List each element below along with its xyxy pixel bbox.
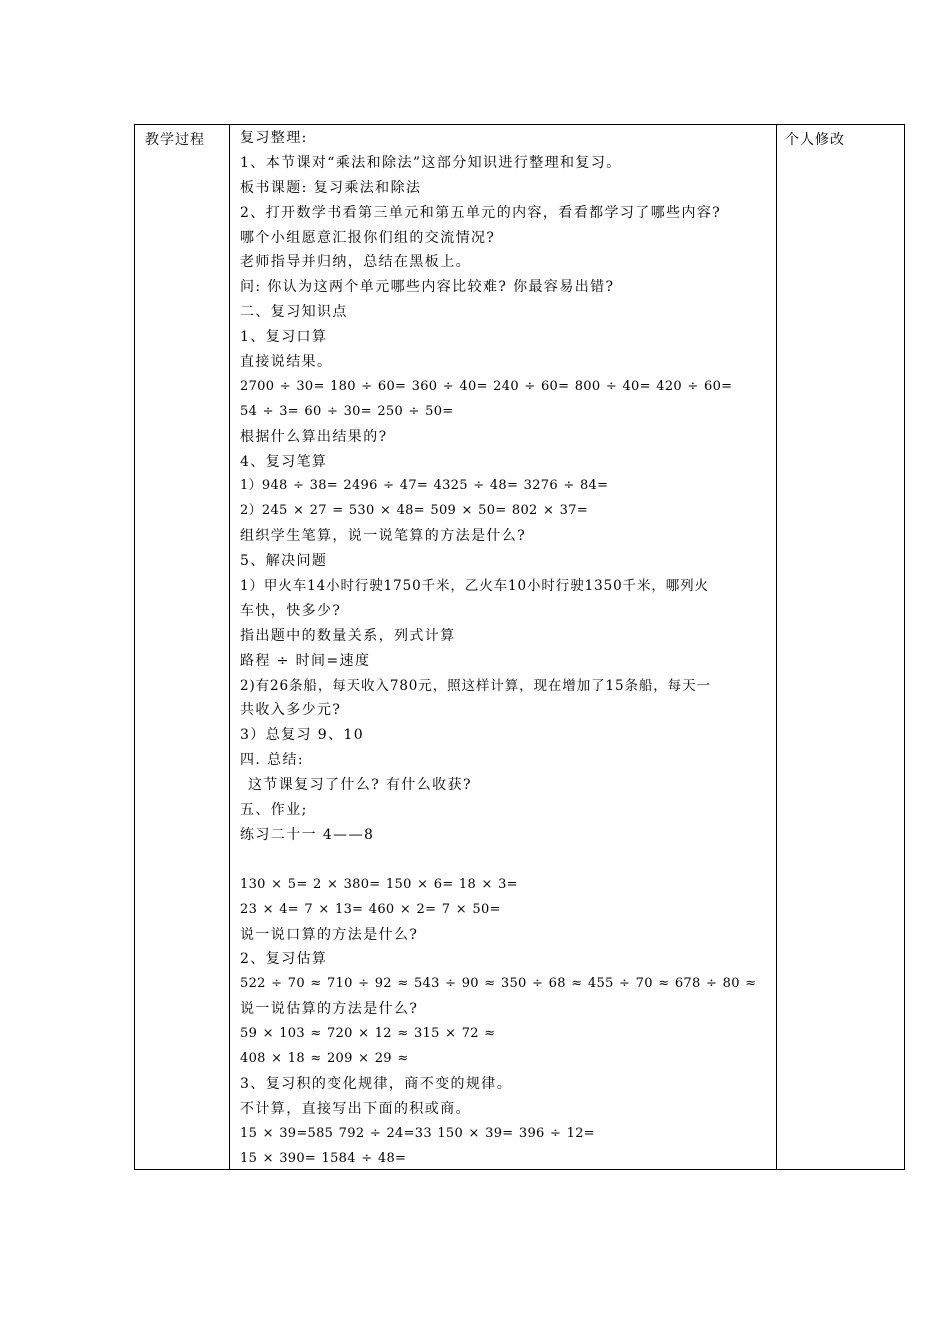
personal-revision-label: 个人修改 xyxy=(785,132,845,148)
math-line: 54 ÷ 3= 60 ÷ 30= 250 ÷ 50= xyxy=(240,403,454,419)
text-line: 四. 总结: xyxy=(240,752,305,769)
text-line: 复习整理: xyxy=(240,130,308,146)
text-line: 5、解决问题 xyxy=(240,553,328,570)
text-line: 说一说估算的方法是什么? xyxy=(240,1001,419,1018)
text-line: 说一说口算的方法是什么? xyxy=(240,926,419,943)
text-line: 问: 你认为这两个单元哪些内容比较难? 你最容易出错? xyxy=(240,279,615,296)
text-line: 2、打开数学书看第三单元和第五单元的内容，看看都学习了哪些内容? xyxy=(240,204,722,221)
text-line: 3、复习积的变化规律，商不变的规律。 xyxy=(240,1075,513,1092)
text-line: 1、本节课对“乘法和除法”这部分知识进行整理和复习。 xyxy=(240,154,622,171)
math-line: 1）948 ÷ 38= 2496 ÷ 47= 4325 ÷ 48= 3276 ÷ 84= xyxy=(240,478,609,494)
text-line: 4、复习笔算 xyxy=(240,453,328,470)
text-line: 指出题中的数量关系，列式计算 xyxy=(240,627,456,644)
lesson-content xyxy=(240,126,775,1171)
math-line: 130 × 5= 2 × 380= 150 × 6= 18 × 3= xyxy=(240,876,518,892)
text-line: 车快，快多少? xyxy=(240,602,342,619)
math-line: 59 × 103 ≈ 720 × 12 ≈ 315 × 72 ≈ xyxy=(240,1026,496,1042)
blank-line xyxy=(240,848,775,873)
text-line: 练习二十一 4——8 xyxy=(240,826,375,843)
column-divider-right xyxy=(776,125,777,1169)
text-line: 路程 ÷ 时间=速度 xyxy=(240,652,371,669)
text-line: 共收入多少元? xyxy=(240,702,342,719)
math-line: 408 × 18 ≈ 209 × 29 ≈ xyxy=(240,1050,409,1066)
math-line: 2700 ÷ 30= 180 ÷ 60= 360 ÷ 40= 240 ÷ 60= 800 ÷ 40= 420 ÷ 60= xyxy=(240,378,733,394)
text-line: 2、复习估算 xyxy=(240,951,328,968)
teaching-process-label: 教学过程 xyxy=(145,132,205,148)
column-divider-left xyxy=(229,125,230,1169)
text-line: 组织学生笔算，说一说笔算的方法是什么? xyxy=(240,528,527,545)
text-line: 1、复习口算 xyxy=(240,329,328,346)
math-line: 15 × 39=585 792 ÷ 24=33 150 × 39= 396 ÷ 12= xyxy=(240,1125,595,1141)
text-line: 二、复习知识点 xyxy=(240,304,348,321)
math-line: 522 ÷ 70 ≈ 710 ÷ 92 ≈ 543 ÷ 90 ≈ 350 ÷ 68 ≈ 455 ÷ 70 ≈ 678 ÷ 80 ≈ xyxy=(240,976,757,992)
text-line: 2)有26条船，每天收入780元，照这样计算，现在增加了15条船，每天一 xyxy=(240,677,711,694)
lesson-table xyxy=(134,124,905,1170)
text-line: 老师指导并归纳，总结在黑板上。 xyxy=(240,254,471,271)
math-line: 15 × 390= 1584 ÷ 48= xyxy=(240,1150,407,1166)
math-line: 2）245 × 27 = 530 × 48= 509 × 50= 802 × 37= xyxy=(240,503,589,519)
text-line: 3）总复习 9、10 xyxy=(240,727,365,744)
text-line: 直接说结果。 xyxy=(240,354,333,371)
text-line: 板书课题: 复习乘法和除法 xyxy=(240,179,422,196)
text-line: 这节课复习了什么? 有什么收获? xyxy=(248,777,472,794)
text-line: 不计算，直接写出下面的积或商。 xyxy=(240,1100,471,1117)
text-line: 1）甲火车14小时行驶1750千米，乙火车10小时行驶1350千米，哪列火 xyxy=(240,578,709,595)
text-line: 哪个小组愿意汇报你们组的交流情况? xyxy=(240,229,496,246)
math-line: 23 × 4= 7 × 13= 460 × 2= 7 × 50= xyxy=(240,901,501,917)
text-line: 五、作业; xyxy=(240,802,308,819)
text-line: 根据什么算出结果的? xyxy=(240,428,388,445)
